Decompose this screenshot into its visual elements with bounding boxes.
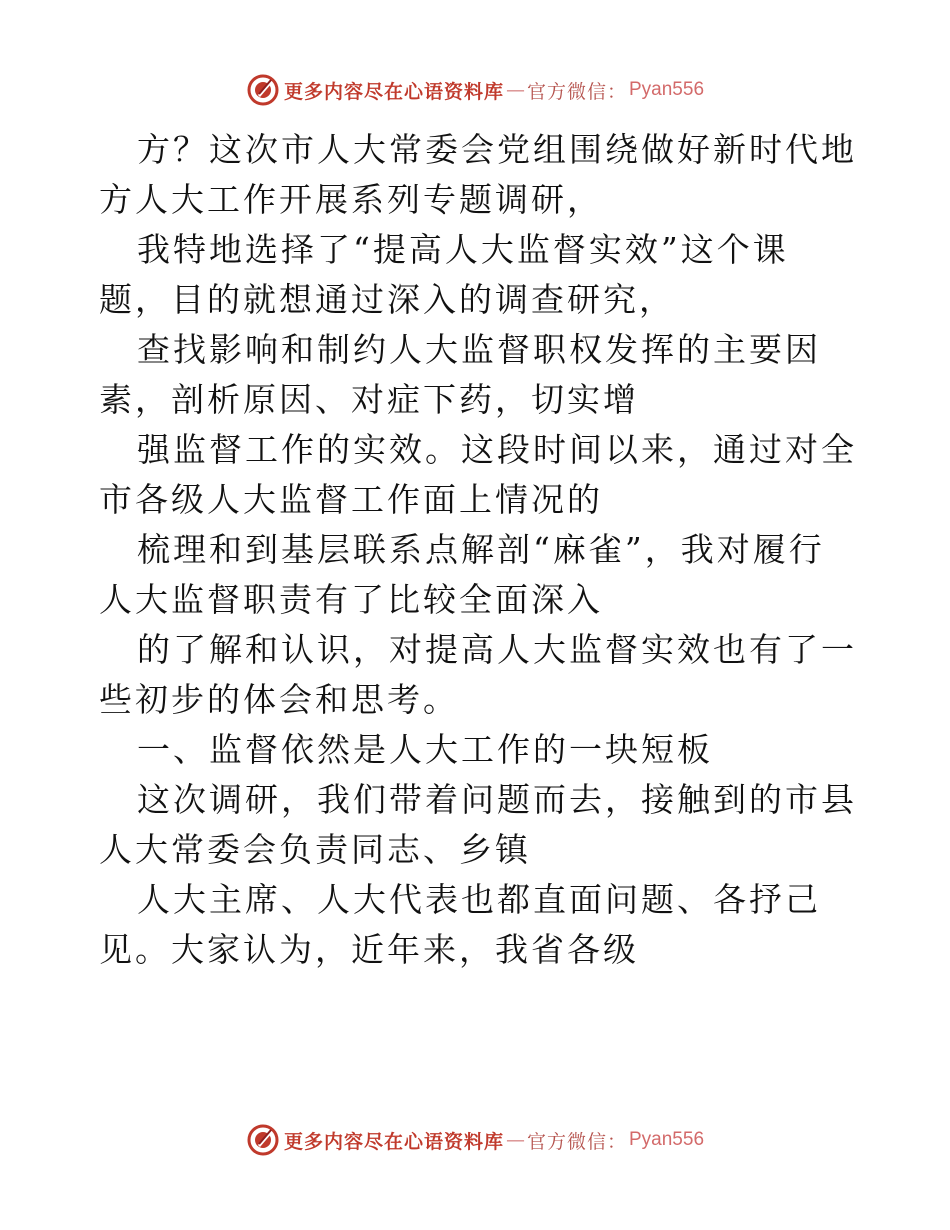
paragraph: 梳理和到基层联系点解剖“麻雀”，我对履行人大监督职责有了比较全面深入 <box>99 530 825 619</box>
paragraph: 查找影响和制约人大监督职权发挥的主要因素，剖析原因、对症下药，切实增 <box>99 330 821 419</box>
paragraph: 方？这次市人大常委会党组围绕做好新时代地方人大工作开展系列专题调研， <box>99 130 857 219</box>
watermark-account: Pyan556 <box>629 1129 705 1150</box>
document-body <box>99 125 859 975</box>
paragraph: 这次调研，我们带着问题而去，接触到的市县人大常委会负责同志、乡镇 <box>99 780 857 869</box>
watermark-brand: 更多内容尽在心语资料库 <box>283 1130 504 1153</box>
paragraph: 的了解和认识，对提高人大监督实效也有了一些初步的体会和思考。 <box>99 630 857 719</box>
header-watermark <box>0 70 950 110</box>
watermark-label: 官方微信： <box>526 1130 627 1153</box>
paragraph: 我特地选择了“提高人大监督实效”这个课题，目的就想通过深入的调查研究， <box>99 230 789 319</box>
watermark-brand: 更多内容尽在心语资料库 <box>283 80 504 103</box>
footer-watermark <box>0 1120 950 1160</box>
paragraph: 强监督工作的实效。这段时间以来，通过对全市各级人大监督工作面上情况的 <box>99 430 857 519</box>
logo-icon <box>246 73 280 107</box>
watermark-label: 官方微信： <box>526 80 627 103</box>
paragraph: 人大主席、人大代表也都直面问题、各抒己见。大家认为，近年来，我省各级 <box>99 880 821 969</box>
watermark-separator: — <box>505 79 525 101</box>
section-heading: 一、监督依然是人大工作的一块短板 <box>137 730 713 769</box>
watermark-account: Pyan556 <box>629 79 705 100</box>
watermark-separator: — <box>505 1129 525 1151</box>
logo-icon <box>246 1123 280 1157</box>
